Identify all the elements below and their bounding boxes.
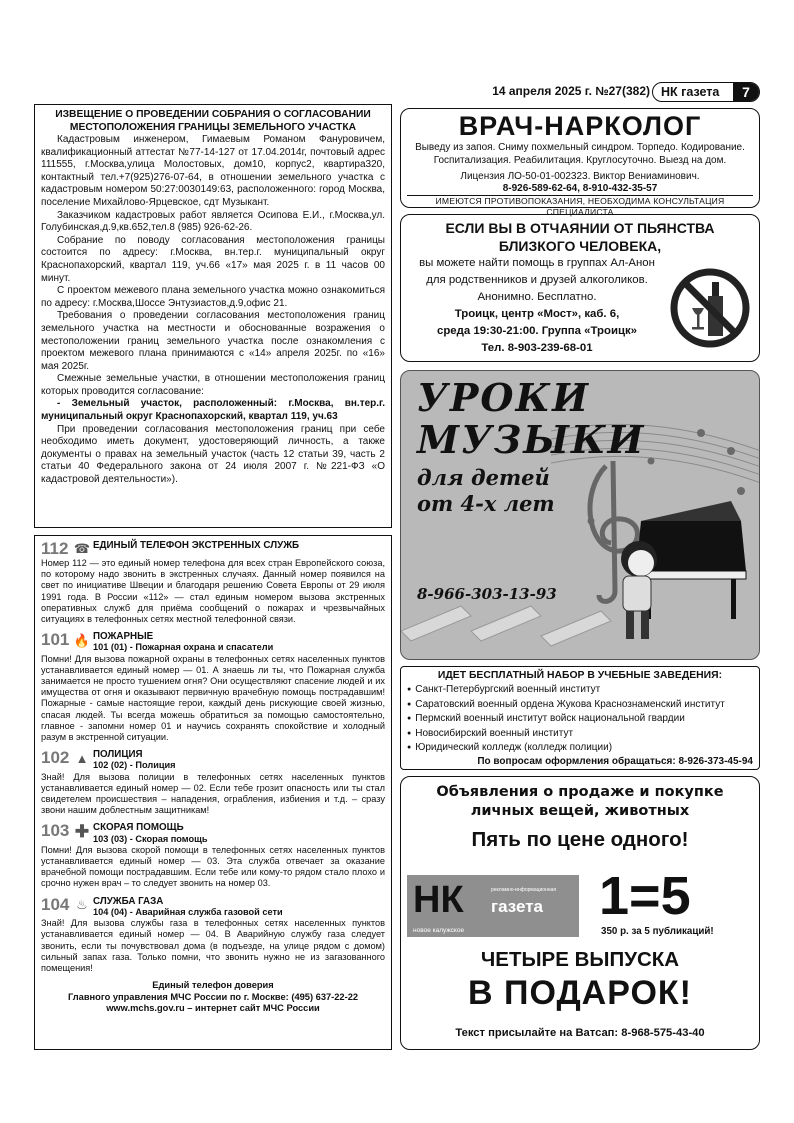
promo-whatsapp: Текст присылайте на Ватсап: 8-968-575-43-40 — [455, 1027, 705, 1039]
service-103 — [41, 822, 385, 889]
ad-phone: Тел. 8-903-239-68-01 — [481, 342, 593, 354]
service-number: 112 — [41, 539, 69, 558]
ad-address: Троицк, центр «Мост», каб. 6, — [454, 308, 620, 320]
service-subtitle: 104 (04) - Аварийная служба газовой сети — [93, 906, 283, 917]
institution-list — [407, 683, 753, 755]
ad-title-line: УРОКИ — [417, 375, 590, 420]
nk-gazeta-logo — [407, 875, 579, 937]
notice-title: ИЗВЕЩЕНИЕ О ПРОВЕДЕНИИ СОБРАНИЯ О СОГЛАСОВАНИИ МЕСТОПОЛОЖЕНИЯ ГРАНИЦЫ ЗЕМЕЛЬНОГО УЧАСТКА — [55, 109, 371, 133]
ad-line: для родственников и друзей алкоголиков. — [426, 274, 648, 286]
service-text: Помни! Для вызова пожарной охраны в телефонных сетях населенных пунктов устанавливается единый номер — 01. А знаешь ли ты, что Пожарная служба занимается не просто тушением огня? Они осуществляют спасение людей и их имущества от огня и оказывают первичную врачебную помощь пострадавшим! Пожарные - самые настоящие герои, каждый день рискующие своей жизнью, спасая людей. Ты всегда можешь обратиться за помощью самостоятельно, главное - запомни номер 01 и научись сохранять спокойствие и холодный разум в экстренной ситуации. — [41, 653, 385, 743]
ad-title: ИДЕТ БЕСПЛАТНЫЙ НАБОР В УЧЕБНЫЕ ЗАВЕДЕНИЯ: — [437, 670, 723, 681]
mchs-website: www.mchs.gov.ru – интернет сайт МЧС России — [106, 1003, 320, 1014]
emergency-services — [34, 535, 392, 1050]
service-number: 103 — [41, 821, 70, 841]
narcologist-ad — [400, 108, 760, 217]
ad-title — [417, 377, 645, 461]
notice-paragraph: Кадастровым инженером, Гимаевым Романом Фануровичем, квалификационный аттестат №77-14-127 от 17.04.2014г, почтовый адрес 111555, г.Москва,улица Молостовых, дом10, корпус2, квартира320, контактный тел.+7(925)276-07-64, в отношении земельного участка с кадастровым номером 50:27:0030149:63, расположенного: город Москва, поселение Михайлово-Ярцевское, сдт Музыкант. — [41, 134, 385, 208]
promo-line: Объявления о продаже и покупке — [436, 784, 724, 800]
ad-phone: 8-966-303-13-93 — [417, 585, 557, 603]
hotline-title: Единый телефон доверия — [152, 980, 274, 991]
notice-paragraph: Заказчиком кадастровых работ является Осипова Е.И., г.Москва,ул. Голубинская,д.9,кв.652,тел.8 (985) 926-62-26. — [41, 209, 385, 234]
newspaper-name: НК газета — [661, 85, 720, 99]
service-102 — [41, 749, 385, 816]
page-number: 7 — [733, 83, 759, 101]
notice-paragraph: Требования о проведении согласования местоположения границ земельного участка на местности и обоснованные возражения о местоположении границ земельного участка после ознакомления с проектом межевого плана принимаются с «14» апреля 2025г. по «16» мая 2025г. — [41, 310, 385, 372]
medical-cross-icon: ✚ — [74, 821, 90, 841]
list-item: ● Саратовский военный ордена Жукова Краснознаменский институт — [407, 698, 753, 712]
issue-date: 14 апреля 2025 г. №27(382) — [492, 84, 650, 98]
ad-line: Анонимно. Бесплатно. — [477, 291, 597, 303]
promo-line: личных вещей, животных — [470, 803, 690, 819]
promo-banner — [407, 866, 753, 940]
fire-icon: 🔥 — [73, 632, 91, 648]
ad-subtitle — [417, 465, 555, 517]
promo-ratio: 1=5 — [599, 866, 691, 926]
ad-title-line: МУЗЫКИ — [417, 417, 646, 462]
service-number: 101 — [41, 630, 70, 650]
service-subtitle: 103 (03) - Скорая помощь — [93, 833, 208, 844]
service-104 — [41, 896, 385, 974]
ad-line: вы можете найти помощь в группах Ал-Анон — [419, 257, 655, 269]
ad-title: ВРАЧ-НАРКОЛОГ — [458, 111, 702, 141]
service-title: СКОРАЯ ПОМОЩЬ — [93, 822, 184, 834]
notice-paragraph: Смежные земельные участки, в отношении местоположения границ которых проводится согласование: — [41, 373, 385, 397]
music-lessons-ad — [400, 370, 760, 660]
service-112 — [41, 540, 385, 625]
ad-subtitle-line: от 4-х лет — [417, 491, 555, 516]
newspaper-logo — [652, 82, 760, 102]
notice-paragraph: Собрание по поводу согласования местоположения границы состоится по адресу: г.Москва, вн.тер.г. муниципальный округ Краснопахорский, квартал 119, уч.66 «17» мая 2025 г. в 11 часов 00 минут. — [41, 234, 385, 284]
ad-subtitle-line: для детей — [417, 465, 550, 490]
ad-contact: По вопросам оформления обращаться: 8-926-373-45-94 — [477, 756, 753, 768]
service-101 — [41, 631, 385, 743]
ad-title: БЛИЗКОГО ЧЕЛОВЕКА, — [498, 238, 662, 254]
list-item: ● Пермский военный институт войск национальной гвардии — [407, 712, 753, 726]
notice-paragraph: С проектом межевого плана земельного участка можно ознакомиться по адресу: г.Москва,Шоссе Энтузиастов,д.9,офис 21. — [41, 285, 385, 309]
military-education-ad — [400, 666, 760, 770]
ad-services: Госпитализация. Реабилитация. Круглосуточно. Выезд на дом. — [433, 155, 727, 166]
logo-gazeta: газета — [491, 897, 543, 916]
promo-headline: Пять по цене одного! — [471, 828, 689, 851]
gas-flame-icon: ♨ — [76, 897, 88, 913]
land-survey-notice — [34, 104, 392, 528]
ad-services: Выведу из запоя. Сниму похмельный синдром. Торпедо. Кодирование. — [415, 142, 745, 153]
police-cap-icon: ▲ — [75, 750, 89, 766]
hotline-footer — [41, 980, 385, 1015]
list-item: ● Санкт-Петербургский военный институт — [407, 683, 753, 697]
list-item: ● Юридический колледж (колледж полиции) — [407, 741, 753, 755]
hotline-phone: Главного управления МЧС России по г. Москве: (495) 637-22-22 — [67, 991, 359, 1002]
service-text: Номер 112 — это единый номер телефона для всех стран Европейского союза, по которому надо звонить в экстренных случаях. Данный номер появился на свет по инициативе Швеции и благодаря решению Совета Европы от 29 июля 1991 года. В России «112» — стал единым номером вызова экстренных оперативных служб для приёма сообщений о пожарах и чрезвычайных ситуациях в телефонных сетях местной телефонной связи. — [41, 558, 385, 625]
classified-ads-promo — [400, 776, 760, 1050]
phone-icon: ☎ — [73, 541, 91, 557]
promo-offer-big: В ПОДАРОК! — [468, 974, 692, 1012]
logo-small-text: рекламно-информационная — [491, 887, 557, 893]
service-title: ПОЖАРНЫЕ — [93, 631, 154, 643]
service-title: СЛУЖБА ГАЗА — [93, 895, 164, 907]
service-text: Знай! Для вызова службы газа в телефонных сетях населенных пунктов устанавливается единый номер — 04. В Аварийную службу газа следует звонить, если ты почувствовал дома (в подъезде, на улице рядом с домом) сильный запах газа. Только помни, что звонить нужно не из загазованного помещения! — [41, 918, 385, 973]
notice-paragraph: При проведении согласования местоположения границ при себе необходимо иметь документ, удостоверяющий личность, а также документы о правах на земельный участок (часть 12 статьи 39, часть 2 статьи 40 Федерального закона от 24 июля 2007 г. №221-ФЗ «О кадастровой деятельности»). — [41, 423, 385, 486]
service-subtitle: 101 (01) - Пожарная охрана и спасатели — [93, 642, 274, 653]
service-number: 102 — [41, 748, 70, 768]
ad-schedule: среда 19:30-21:00. Группа «Троицк» — [437, 325, 637, 337]
child-illustration — [621, 541, 657, 639]
promo-offer: ЧЕТЫРЕ ВЫПУСКА — [480, 948, 680, 971]
service-text: Знай! Для вызова полиции в телефонных сетях населенных пунктов устанавливается единый номер — 02. Если тебе грозит опасность или ты стал свидетелем происшествия – нападения, ограбления, избиения и т.д. – сразу звони нашим доблестным защитникам! — [41, 771, 385, 816]
ad-license: Лицензия ЛО-50-01-002323. Виктор Вениаминович. — [460, 171, 700, 182]
logo-nk: НК — [413, 879, 464, 921]
promo-price: 350 р. за 5 публикаций! — [601, 926, 714, 937]
list-item: ● Новосибирский военный институт — [407, 727, 753, 741]
ad-title: ЕСЛИ ВЫ В ОТЧАЯНИИ ОТ ПЬЯНСТВА — [445, 220, 715, 236]
service-text: Помни! Для вызова скорой помощи в телефонных сетях населенных пунктов устанавливается единый номер — 03. Эта служба отвечает за оказание врачебной помощи пострадавшим. Если тебе или кому-то рядом стало плохо и срочно нужен врач – то следует звонить на номер 03. — [41, 844, 385, 889]
service-title: ЕДИНЫЙ ТЕЛЕФОН ЭКСТРЕННЫХ СЛУЖБ — [93, 540, 300, 551]
notice-paragraph: - Земельный участок, расположенный: г.Москва, вн.тер.г. муниципальный округ Краснопахорский, квартал 119, уч.63 — [41, 398, 385, 423]
logo-subtitle: новое калужское — [413, 927, 465, 934]
service-subtitle: 102 (02) - Полиция — [93, 760, 176, 771]
service-title: ПОЛИЦИЯ — [93, 749, 143, 761]
ad-warning: ИМЕЮТСЯ ПРОТИВОПОКАЗАНИЯ, НЕОБХОДИМА КОНСУЛЬТАЦИЯ СПЕЦИАЛИСТА — [407, 195, 753, 218]
service-number: 104 — [41, 894, 70, 914]
no-alcohol-icon — [670, 268, 750, 348]
ad-phones: 8-926-589-62-64, 8-910-432-35-57 — [502, 183, 658, 194]
